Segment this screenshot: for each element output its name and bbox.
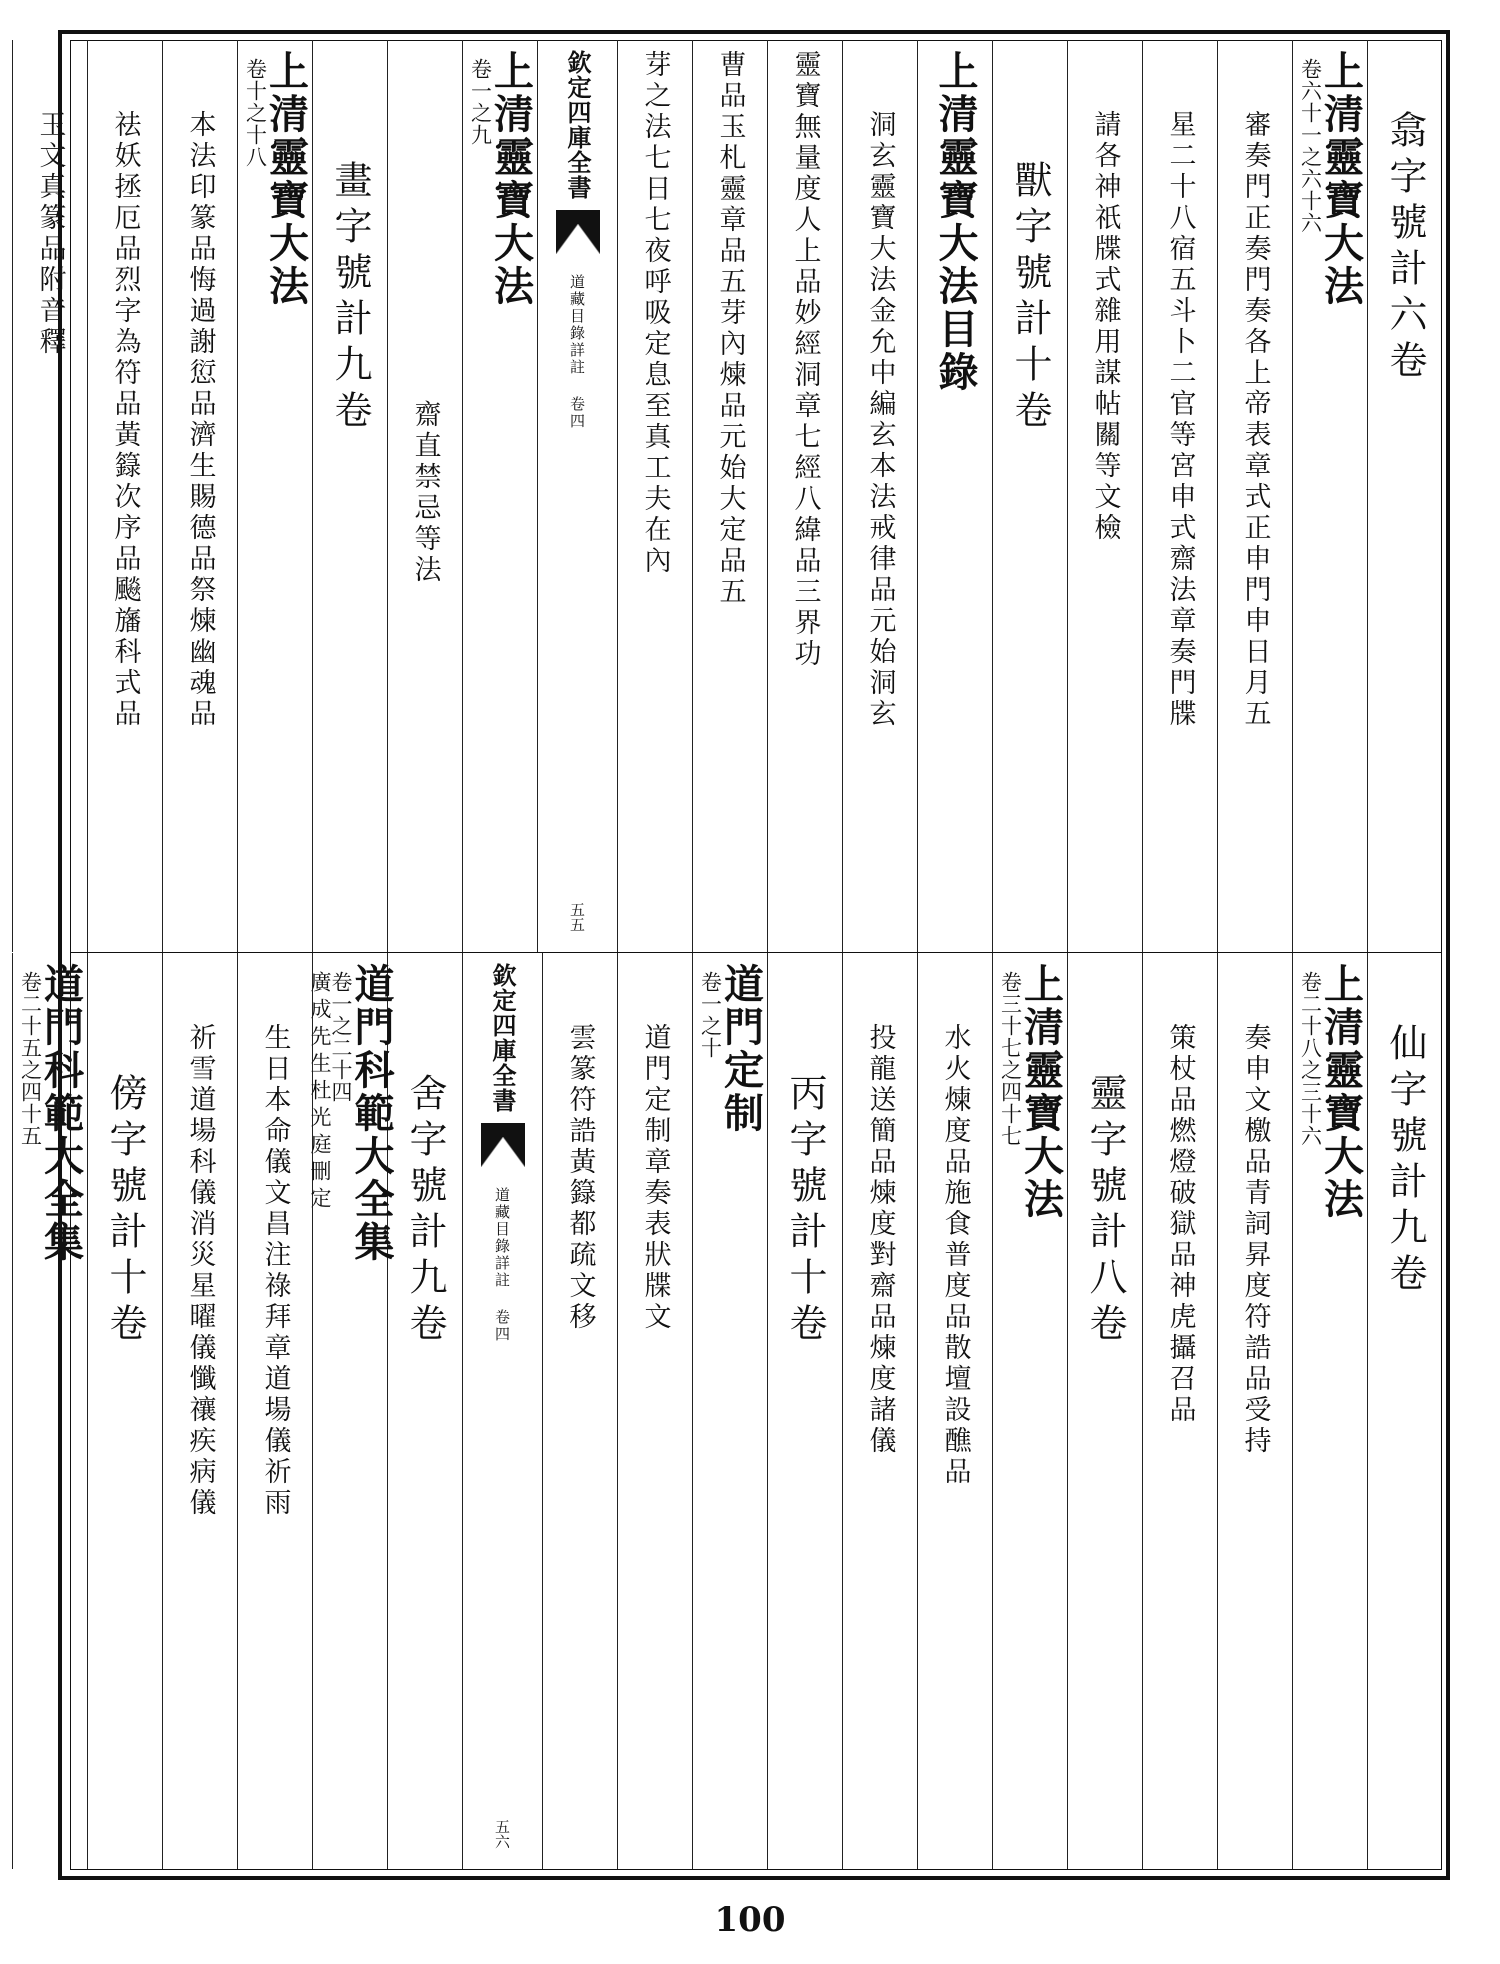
volume-range: 卷六十一之六十六	[1298, 58, 1323, 234]
volume-range: 卷二十八之三十六	[1298, 971, 1323, 1147]
column-title	[462, 40, 537, 952]
column-body	[0, 953, 12, 1869]
body-text: 星二十八宿五斗卜二官等宮申式齋法章奏門牒	[1164, 110, 1196, 730]
volume-range: 卷一之九	[468, 58, 493, 146]
work-title: 上清靈寶大法	[1317, 963, 1365, 1221]
body-text: 本法印篆品悔過謝愆品濟生賜德品祭煉幽魂品	[184, 110, 216, 730]
body-text: 祈雪道場科儀消災星曜儀懺禳疾病儀	[184, 1023, 216, 1519]
volume-range: 卷一之二十四	[329, 971, 353, 1103]
body-text: 奏申文檄品青詞昇度符誥品受持	[1239, 1023, 1271, 1457]
volume-range: 卷十之十八	[243, 58, 268, 168]
column-body	[1142, 40, 1217, 952]
body-text: 玉文真篆品附音釋	[34, 110, 66, 358]
column-body	[542, 953, 617, 1869]
column-title	[992, 953, 1067, 1869]
column-body	[842, 40, 917, 952]
volume-heading: 舍字號計九卷	[403, 1073, 447, 1349]
body-text: 雲篆符誥黃籙都疏文移	[564, 1023, 596, 1333]
column-body	[917, 953, 992, 1869]
body-text: 芽之法七日七夜呼吸定息至真工夫在內	[639, 50, 671, 577]
body-text: 曹品玉札靈章品五芽內煉品元始大定品五	[714, 50, 746, 608]
volume-range: 卷二十五之四十五	[18, 971, 43, 1147]
column-body	[617, 40, 692, 952]
gutter-volume: 道藏目錄詳註 卷四	[568, 274, 586, 430]
editor-note: 廣成先生杜光庭刪定	[308, 971, 332, 1214]
volume-heading: 靈字號計八卷	[1083, 1073, 1127, 1349]
volume-heading: 丙字號計十卷	[783, 1073, 827, 1349]
body-text: 生日本命儀文昌注祿拜章道場儀祈雨	[259, 1023, 291, 1519]
collection-title: 欽定四庫全書	[563, 50, 592, 200]
volume-heading: 獸字號計十卷	[1008, 160, 1052, 436]
work-title: 道門科範大全集	[348, 963, 395, 1264]
column-body	[1067, 40, 1142, 952]
body-text: 洞玄靈寶大法金允中編玄本法戒律品元始洞玄	[864, 110, 896, 730]
bottom-half	[18, 953, 1442, 1869]
work-title: 道門定制	[717, 963, 765, 1135]
work-title: 上清靈寶大法	[262, 50, 310, 308]
column-heading	[1367, 40, 1442, 952]
gutter-page: 五五	[568, 902, 586, 932]
column-title	[308, 953, 395, 1869]
column-body	[1142, 953, 1217, 1869]
volume-heading: 翕字號計六卷	[1383, 110, 1427, 386]
body-text: 策杖品燃燈破獄品神虎攝召品	[1164, 1023, 1196, 1426]
work-title: 上清靈寶大法目錄	[932, 50, 979, 394]
column-title	[237, 40, 312, 952]
body-text: 審奏門正奏門奏各上帝表章式正申門申日月五	[1239, 110, 1271, 730]
fishtail-mark-icon	[481, 1123, 525, 1167]
body-text: 祛妖拯厄品烈字為符品黃籙次序品飈旛科式品	[109, 110, 141, 730]
column-heading	[87, 953, 162, 1869]
collection-title: 欽定四庫全書	[488, 963, 517, 1113]
volume-heading: 傍字號計十卷	[103, 1073, 147, 1349]
body-text: 投龍送簡品煉度對齋品煉度諸儀	[864, 1023, 896, 1457]
column-body	[87, 40, 162, 952]
gutter-volume: 道藏目錄詳註 卷四	[493, 1187, 511, 1343]
volume-heading: 仙字號計九卷	[1383, 1023, 1427, 1299]
column-title	[12, 953, 87, 1869]
column-body	[1217, 40, 1292, 952]
column-body	[162, 40, 237, 952]
work-title: 上清靈寶大法	[487, 50, 535, 308]
column-heading	[1067, 953, 1142, 1869]
work-title: 上清靈寶大法	[1317, 50, 1365, 308]
column-body	[617, 953, 692, 1869]
column-title	[692, 953, 767, 1869]
column-heading	[312, 40, 387, 952]
gutter-column	[537, 40, 617, 952]
column-body	[692, 40, 767, 952]
column-heading	[387, 953, 462, 1869]
column-body	[237, 953, 312, 1869]
column-body	[1217, 953, 1292, 1869]
column-body	[162, 953, 237, 1869]
column-body	[12, 40, 87, 952]
gutter-page: 五六	[493, 1819, 511, 1849]
volume-range: 卷一之十	[698, 971, 723, 1059]
body-text: 請各神祇牒式雜用謀帖關等文檢	[1089, 110, 1121, 544]
work-title: 道門科範大全集	[37, 963, 85, 1264]
column-body	[842, 953, 917, 1869]
gutter-column	[462, 953, 542, 1869]
column-heading	[767, 953, 842, 1869]
body-text: 道門定制章奏表狀牒文	[639, 1023, 671, 1333]
body-text: 靈寶無量度人上品妙經洞章七經八緯品三界功	[789, 50, 821, 670]
column-title	[1292, 40, 1367, 952]
column-body	[387, 40, 462, 952]
work-title: 上清靈寶大法	[1017, 963, 1065, 1221]
column-body	[767, 40, 842, 952]
volume-range: 卷三十七之四十七	[998, 971, 1023, 1147]
column-title	[917, 40, 992, 952]
page-number: 100	[714, 1900, 786, 1940]
column-body	[0, 40, 12, 952]
fishtail-mark-icon	[556, 210, 600, 254]
top-half	[34, 40, 1442, 952]
body-text: 齋直禁忌等法	[409, 400, 441, 586]
column-heading	[1367, 953, 1442, 1869]
column-heading	[992, 40, 1067, 952]
body-text: 水火煉度品施食普度品散壇設醮品	[939, 1023, 971, 1488]
volume-heading: 畫字號計九卷	[328, 160, 372, 436]
column-title	[1292, 953, 1367, 1869]
